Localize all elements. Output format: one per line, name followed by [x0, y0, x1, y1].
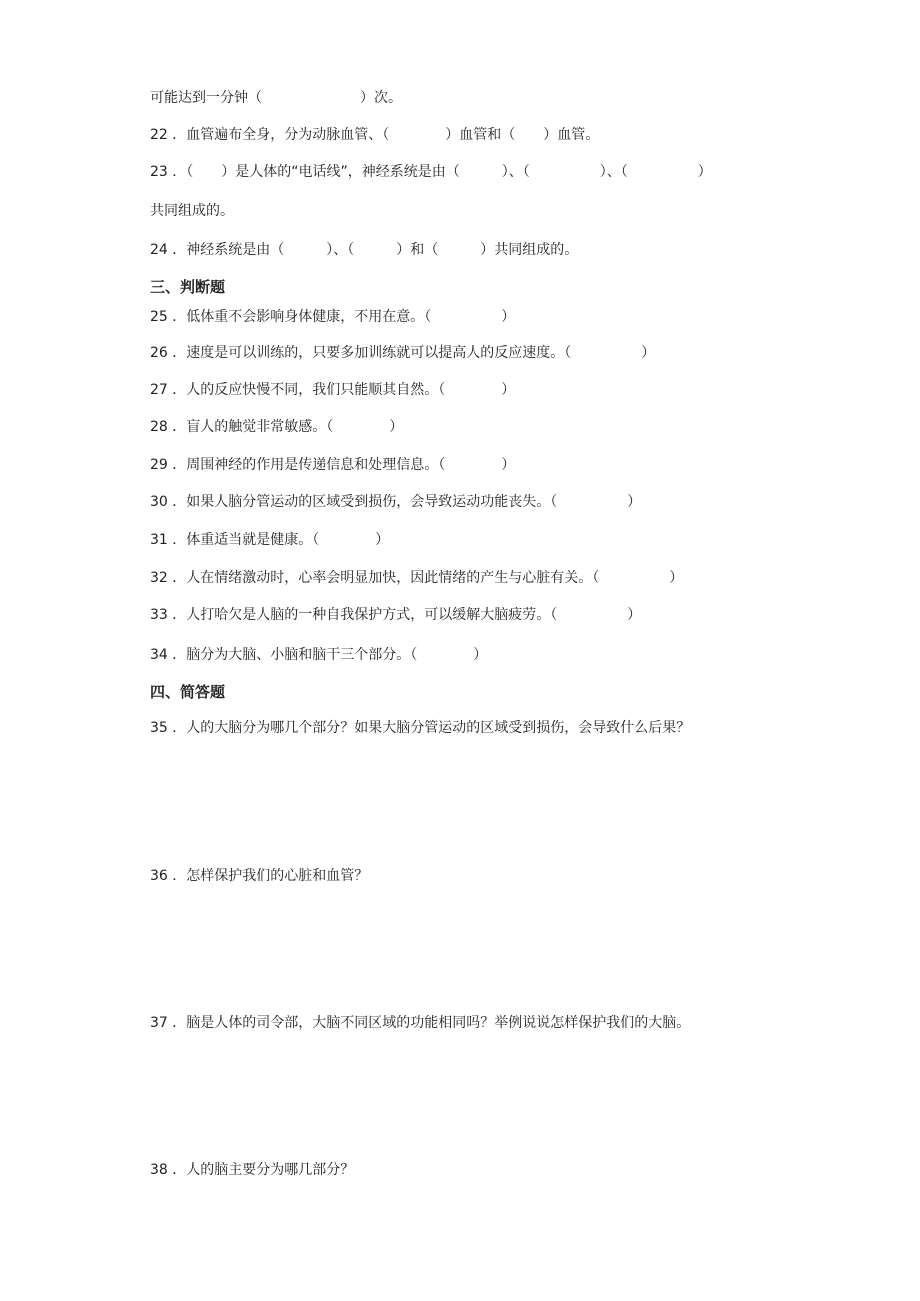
- question-30: 30 ．如果人脑分管运动的区域受到损伤，会导致运动功能丧失。（ ）: [150, 494, 642, 510]
- question-23: 23 ．（ ）是人体的“电话线”，神经系统是由（ ）、（ ）、（ ）: [150, 164, 712, 180]
- question-32: 32 ．人在情绪激动时，心率会明显加快，因此情绪的产生与心脏有关。（ ）: [150, 570, 684, 586]
- question-28: 28 ．盲人的触觉非常敏感。（ ）: [150, 419, 404, 435]
- question-29: 29 ．周围神经的作用是传递信息和处理信息。（ ）: [150, 457, 516, 473]
- question-36: 36 ．怎样保护我们的心脏和血管？: [150, 868, 369, 884]
- question-35: 35 ．人的大脑分为哪几个部分？如果大脑分管运动的区域受到损伤，会导致什么后果？: [150, 720, 691, 736]
- question-21-continuation: 可能达到一分钟（ ）次。: [150, 90, 402, 106]
- question-34: 34 ．脑分为大脑、小脑和脑干三个部分。（ ）: [150, 647, 488, 663]
- question-24: 24 ．神经系统是由（ ）、（ ）和（ ）共同组成的。: [150, 242, 579, 258]
- question-27: 27 ．人的反应快慢不同，我们只能顺其自然。（ ）: [150, 382, 516, 398]
- question-37: 37 ．脑是人体的司令部，大脑不同区域的功能相同吗？举例说说怎样保护我们的大脑。: [150, 1015, 691, 1031]
- question-38: 38 ．人的脑主要分为哪几部分？: [150, 1162, 355, 1178]
- question-22: 22 ．血管遍布全身，分为动脉血管、（ ）血管和（ ）血管。: [150, 127, 600, 143]
- question-31: 31 ．体重适当就是健康。（ ）: [150, 532, 390, 548]
- question-25: 25 ．低体重不会影响身体健康，不用在意。（ ）: [150, 309, 516, 325]
- section-heading-judgement: 三、判断题: [150, 278, 226, 296]
- question-23-continuation: 共同组成的。: [150, 203, 234, 219]
- question-33: 33 ．人打哈欠是人脑的一种自我保护方式，可以缓解大脑疲劳。（ ）: [150, 607, 642, 623]
- question-26: 26 ．速度是可以训练的，只要多加训练就可以提高人的反应速度。（ ）: [150, 345, 656, 361]
- section-heading-short-answer: 四、简答题: [150, 683, 226, 701]
